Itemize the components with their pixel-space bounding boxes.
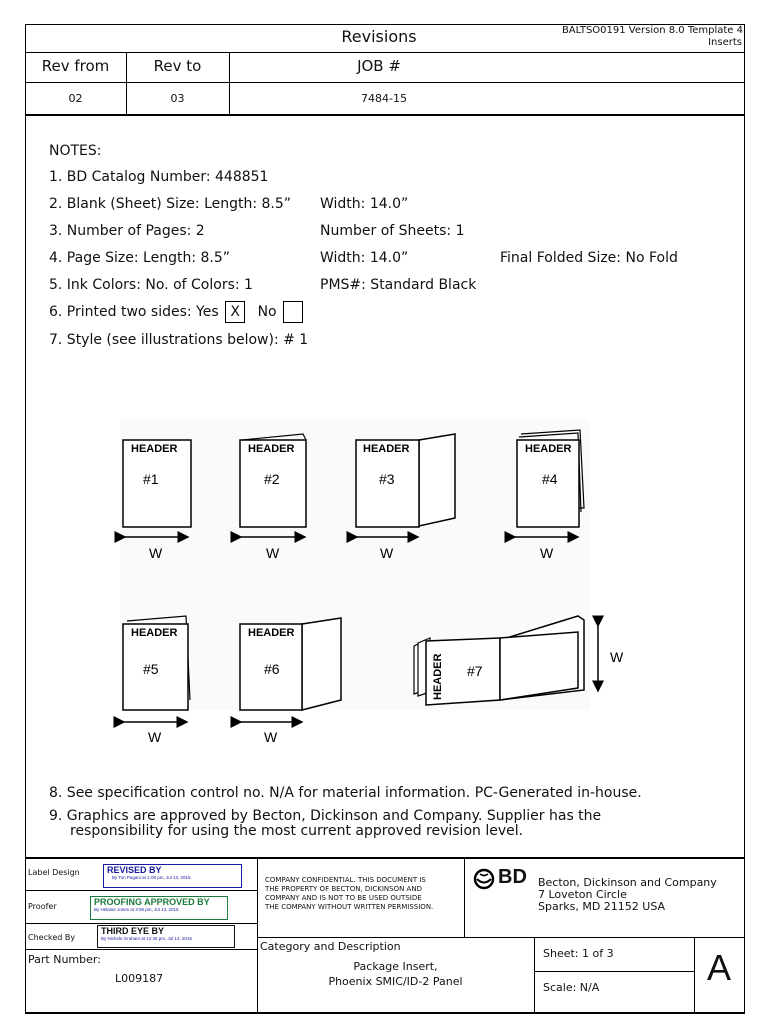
company-name: Becton, Dickinson and Company [538,876,717,889]
proofer-label: Proofer [28,902,57,911]
third-eye-stamp [97,925,235,948]
scale-value: Scale: N/A [543,981,600,994]
checked-by-label: Checked By [28,933,76,942]
style-4-width-label: W [540,545,554,561]
confidentiality-notice [265,876,460,912]
style-5-header: HEADER [131,627,178,639]
style-5-width-label: W [148,729,162,745]
note-printed-two-sides [49,301,303,323]
part-number-value: L009187 [115,972,164,985]
yes-checkbox[interactable]: X [225,301,245,323]
revised-by-stamp [103,864,242,888]
table-bottom-border [25,114,745,116]
style-7-width-label: W [610,649,624,665]
note-number-of-pages: 3. Number of Pages: 2 [49,223,205,239]
table-divider [25,82,744,83]
printed-two-sides-label: 6. Printed two sides: Yes [49,304,219,320]
confidentiality-line: THE PROPERTY OF BECTON, DICKINSON AND [265,885,422,893]
note-final-folded-size: Final Folded Size: No Fold [500,250,678,266]
title-block-column [464,857,465,937]
job-value: 7484-15 [361,92,407,105]
confidentiality-line: COMPANY CONFIDENTIAL. THIS DOCUMENT IS [265,876,426,884]
style-6-header: HEADER [248,627,295,639]
style-6-flap [302,618,341,710]
title-block-divider [25,923,257,924]
note-blank-length: 2. Blank (Sheet) Size: Length: 8.5” [49,196,292,212]
revision-letter: A [706,947,731,988]
style-5-illustration [123,616,190,745]
style-5-number: #5 [143,661,159,677]
description-line-1: Package Insert, [353,960,438,973]
rev-to-value: 03 [170,92,185,105]
style-6-illustration [240,618,341,745]
proofing-approved-stamp [90,896,228,920]
third-eye-title: THIRD EYE BY [101,926,165,936]
title-block-divider [25,949,257,950]
bd-logo-icon [473,868,497,890]
note-blank-width: Width: 14.0” [320,196,409,212]
note-pms: PMS#: Standard Black [320,277,477,293]
company-city: Sparks, MD 21152 USA [538,900,666,913]
label-design-label: Label Design [28,868,80,877]
style-1-width-label: W [149,545,163,561]
company-street: 7 Loveton Circle [538,888,627,901]
note-ink-colors: 5. Ink Colors: No. of Colors: 1 [49,277,253,293]
revisions-title: Revisions [341,27,417,46]
title-block-column [257,857,258,1012]
table-divider [25,52,744,53]
bd-logo-text: BD [498,866,527,888]
rev-from-value: 02 [68,92,83,105]
style-7-side-panel [500,632,578,700]
note-spec-control: 8. See specification control no. N/A for material information. PC-Generated in-house. [49,785,642,801]
revised-by-title: REVISED BY [107,865,162,875]
document-id: BALTSO0191 Version 8.0 Template 4 [561,25,743,36]
note-graphics-approval: 9. Graphics are approved by Becton, Dickinson and Company. Supplier has the [49,808,602,824]
note-page-length: 4. Page Size: Length: 8.5” [49,250,231,266]
style-1-header: HEADER [131,443,178,455]
notes-heading: NOTES: [49,143,102,159]
note-style: 7. Style (see illustrations below): # 1 [49,332,309,348]
job-header: JOB # [357,57,401,75]
category-label: Category and Description [260,940,401,953]
style-3-width-label: W [380,545,394,561]
style-2-width-label: W [266,545,280,561]
fold-style-illustrations [0,400,768,760]
style-2-header: HEADER [248,443,295,455]
style-3-number: #3 [379,471,395,487]
no-label: No [257,304,277,320]
style-4-header: HEADER [525,443,572,455]
title-block-divider [25,890,257,891]
note-number-of-sheets: Number of Sheets: 1 [320,223,465,239]
style-4-number: #4 [542,471,558,487]
style-2-number: #2 [264,471,280,487]
revised-by-detail: By Tori Pagani at 1:09 pm, Jul 13, 2015 [112,875,191,880]
company-address [538,877,717,913]
title-block-divider [257,937,744,938]
title-block-top-border [25,857,745,859]
style-7-number: #7 [467,663,483,679]
proofing-approved-title: PROOFING APPROVED BY [94,897,210,907]
style-7-header: HEADER [432,653,444,700]
note-catalog-number: 1. BD Catalog Number: 448851 [49,169,269,185]
part-number-label: Part Number: [28,953,101,966]
note-graphics-responsibility: responsibility for using the most current approved revision level. [70,823,524,839]
rev-from-header: Rev from [41,57,110,75]
style-6-number: #6 [264,661,280,677]
note-page-width: Width: 14.0” [320,250,409,266]
title-block-divider [534,971,694,972]
title-block-bottom-border [25,1012,745,1014]
confidentiality-line: THE COMPANY WITHOUT WRITTEN PERMISSION. [265,903,434,911]
rev-to-header: Rev to [153,57,202,75]
style-1-number: #1 [143,471,159,487]
document-subtitle: Inserts [708,37,742,48]
style-3-header: HEADER [363,443,410,455]
proofing-approved-detail: By Helaine Jones at 3:06 pm, Jul 13, 2015 [94,907,179,912]
sheet-number: Sheet: 1 of 3 [543,947,614,960]
third-eye-detail: By Nichole Graham at 12:36 pm, Jul 14, 2015 [101,936,193,941]
no-checkbox[interactable] [283,301,303,323]
confidentiality-line: COMPANY AND IS NOT TO BE USED OUTSIDE [265,894,422,902]
description-line-2: Phoenix SMIC/ID-2 Panel [328,975,463,988]
style-3-flap [419,434,455,526]
title-block-column [534,937,535,1012]
style-6-width-label: W [264,729,278,745]
